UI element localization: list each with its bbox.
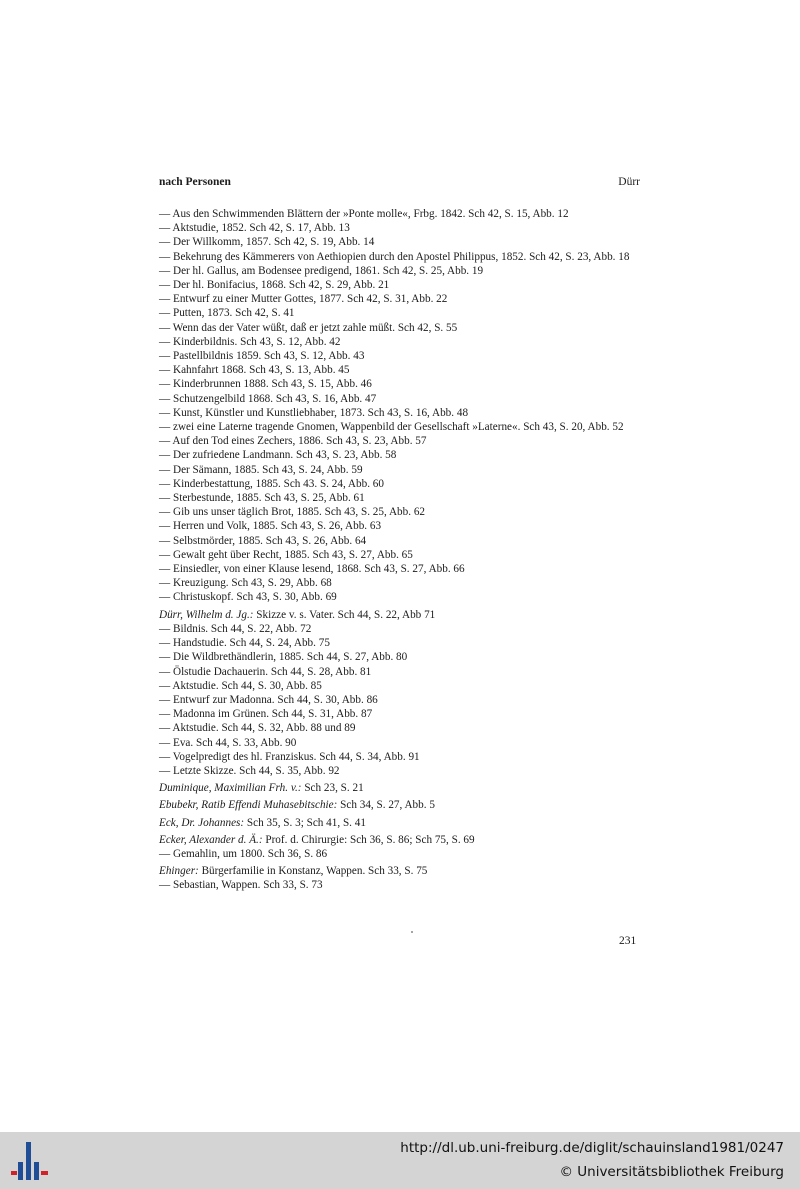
index-entry: [159, 491, 641, 505]
entry-text: — Sterbestunde, 1885. Sch 43, S. 25, Abb. 61: [159, 492, 365, 505]
index-entry: [159, 693, 641, 707]
index-entry: [159, 377, 641, 391]
index-entry: [159, 434, 641, 448]
index-entry: [159, 250, 641, 264]
index-entry: [159, 278, 641, 292]
index-entry: [159, 207, 641, 221]
entry-text: — Letzte Skizze. Sch 44, S. 35, Abb. 92: [159, 764, 340, 777]
entry-text: — Sebastian, Wappen. Sch 33, S. 73: [159, 879, 323, 892]
entry-text: — Handstudie. Sch 44, S. 24, Abb. 75: [159, 637, 330, 650]
index-entry-head: [159, 798, 641, 812]
entry-text: — Kahnfahrt 1868. Sch 43, S. 13, Abb. 45: [159, 364, 350, 377]
print-speck: [411, 931, 413, 933]
index-entry: [159, 235, 641, 249]
index-entry: [159, 264, 641, 278]
entry-text: — Gib uns unser täglich Brot, 1885. Sch 43, S. 25, Abb. 62: [159, 506, 426, 519]
index-entry: [159, 406, 641, 420]
index-entry: [159, 448, 641, 462]
entry-person-name: Ebubekr, Ratib Effendi Muhasebitschie:: [159, 799, 338, 812]
entry-text: — Einsiedler, von einer Klause lesend, 1868. Sch 43, S. 27, Abb. 66: [159, 563, 465, 576]
entry-text: Sch 35, S. 3; Sch 41, S. 41: [244, 816, 366, 829]
entry-text: — Der zufriedene Landmann. Sch 43, S. 23, Abb. 58: [159, 449, 397, 462]
index-entries: [159, 207, 641, 893]
entry-text: — Aktstudie. Sch 44, S. 32, Abb. 88 und 89: [159, 722, 356, 735]
index-entry-head: [159, 833, 641, 847]
entry-text: — Aktstudie, 1852. Sch 42, S. 17, Abb. 13: [159, 222, 350, 235]
entry-person-name: Eck, Dr. Johannes:: [159, 816, 245, 829]
running-head-section: nach Personen: [159, 176, 231, 188]
entry-text: — Kinderbestattung, 1885. Sch 43. S. 24, Abb. 60: [159, 477, 384, 490]
entry-text: — Gemahlin, um 1800. Sch 36, S. 86: [159, 847, 328, 860]
entry-text: Sch 23, S. 21: [301, 782, 364, 795]
index-entry: [159, 622, 641, 636]
index-entry-head: [159, 864, 641, 878]
entry-text: — Eva. Sch 44, S. 33, Abb. 90: [159, 736, 297, 749]
entry-text: — Herren und Volk, 1885. Sch 43, S. 26, Abb. 63: [159, 520, 382, 533]
entry-text: — Pastellbildnis 1859. Sch 43, S. 12, Abb. 43: [159, 350, 365, 363]
index-entry: [159, 576, 641, 590]
running-head-name: Dürr: [618, 176, 640, 188]
entry-text: — Wenn das der Vater wüßt, daß er jetzt zahle müßt. Sch 42, S. 55: [159, 321, 458, 334]
footer-bar: [0, 1132, 800, 1189]
index-entry: [159, 650, 641, 664]
entry-text: — Vogelpredigt des hl. Franziskus. Sch 44, S. 34, Abb. 91: [159, 750, 420, 763]
entry-text: — Ölstudie Dachauerin. Sch 44, S. 28, Abb. 81: [159, 665, 372, 678]
entry-person-name: Duminique, Maximilian Frh. v.:: [159, 782, 302, 795]
index-entry: [159, 306, 641, 320]
entry-text: — Schutzengelbild 1868. Sch 43, S. 16, Abb. 47: [159, 392, 377, 405]
index-entry: [159, 420, 641, 434]
entry-text: — Madonna im Grünen. Sch 44, S. 31, Abb. 87: [159, 708, 373, 721]
entry-text: — Der Willkomm, 1857. Sch 42, S. 19, Abb. 14: [159, 236, 375, 249]
entry-text: — Kinderbildnis. Sch 43, S. 12, Abb. 42: [159, 335, 341, 348]
index-entry: [159, 363, 641, 377]
index-entry: [159, 878, 641, 892]
entry-person-name: Dürr, Wilhelm d. Jg.:: [159, 608, 254, 621]
index-entry: [159, 477, 641, 491]
entry-text: — Selbstmörder, 1885. Sch 43, S. 26, Abb. 64: [159, 534, 367, 547]
index-entry: [159, 519, 641, 533]
entry-text: — zwei eine Laterne tragende Gnomen, Wappenbild der Gesellschaft »Laterne«. Sch 43, S. 20, Abb. 52: [159, 421, 624, 434]
entry-text: — Christuskopf. Sch 43, S. 30, Abb. 69: [159, 591, 337, 604]
index-entry: [159, 636, 641, 650]
entry-text: — Putten, 1873. Sch 42, S. 41: [159, 307, 295, 320]
entry-person-name: Ecker, Alexander d. Ä.:: [159, 833, 263, 846]
entry-text: Prof. d. Chirurgie: Sch 36, S. 86; Sch 75, S. 69: [262, 833, 475, 846]
entry-text: — Entwurf zur Madonna. Sch 44, S. 30, Abb. 86: [159, 693, 378, 706]
index-entry: [159, 321, 641, 335]
index-entry: [159, 707, 641, 721]
copyright-notice: © Universitätsbibliothek Freiburg: [559, 1164, 784, 1180]
index-entry: [159, 335, 641, 349]
index-entry: [159, 847, 641, 861]
entry-text: — Die Wildbrethändlerin, 1885. Sch 44, S. 27, Abb. 80: [159, 651, 408, 664]
index-entry: [159, 349, 641, 363]
entry-text: — Kreuzigung. Sch 43, S. 29, Abb. 68: [159, 577, 332, 590]
index-entry: [159, 736, 641, 750]
index-entry: [159, 764, 641, 778]
entry-text: — Aktstudie. Sch 44, S. 30, Abb. 85: [159, 679, 322, 692]
source-url-link[interactable]: http://dl.ub.uni-freiburg.de/diglit/schauinsland1981/0247: [400, 1140, 784, 1156]
index-entry: [159, 534, 641, 548]
index-entry-head: [159, 816, 641, 830]
entry-text: — Entwurf zu einer Mutter Gottes, 1877. Sch 42, S. 31, Abb. 22: [159, 293, 448, 306]
entry-text: — Aus den Schwimmenden Blättern der »Ponte molle«, Frbg. 1842. Sch 42, S. 15, Abb. 12: [159, 208, 569, 220]
index-entry-head: [159, 781, 641, 795]
index-entry: [159, 292, 641, 306]
index-entry: [159, 392, 641, 406]
index-entry: [159, 679, 641, 693]
index-entry: [159, 590, 641, 604]
entry-text: Skizze v. s. Vater. Sch 44, S. 22, Abb 71: [253, 608, 436, 621]
entry-text: Sch 34, S. 27, Abb. 5: [337, 799, 435, 812]
entry-text: — Kinderbrunnen 1888. Sch 43, S. 15, Abb. 46: [159, 378, 372, 391]
index-entry: [159, 548, 641, 562]
entry-text: — Bekehrung des Kämmerers von Aethiopien durch den Apostel Philippus, 1852. Sch 42, S. 23, Abb. 18: [159, 250, 630, 263]
entry-text: — Gewalt geht über Recht, 1885. Sch 43, S. 27, Abb. 65: [159, 548, 413, 561]
index-entry: [159, 463, 641, 477]
entry-text: — Der Sämann, 1885. Sch 43, S. 24, Abb. 59: [159, 463, 363, 476]
index-entry: [159, 562, 641, 576]
index-entry: [159, 665, 641, 679]
entry-text: — Der hl. Gallus, am Bodensee predigend, 1861. Sch 42, S. 25, Abb. 19: [159, 264, 484, 277]
index-entry: [159, 721, 641, 735]
index-entry: [159, 505, 641, 519]
ub-freiburg-logo-icon: [10, 1140, 50, 1182]
entry-text: — Kunst, Künstler und Kunstliebhaber, 1873. Sch 43, S. 16, Abb. 48: [159, 406, 469, 419]
entry-text: — Der hl. Bonifacius, 1868. Sch 42, S. 29, Abb. 21: [159, 279, 390, 292]
page-number: 231: [619, 935, 637, 947]
index-entry: [159, 750, 641, 764]
index-entry-head: [159, 608, 641, 622]
entry-text: Bürgerfamilie in Konstanz, Wappen. Sch 33, S. 75: [198, 865, 428, 878]
index-entry: [159, 221, 641, 235]
entry-text: — Bildnis. Sch 44, S. 22, Abb. 72: [159, 622, 312, 635]
entry-text: — Auf den Tod eines Zechers, 1886. Sch 43, S. 23, Abb. 57: [159, 435, 427, 448]
entry-person-name: Ehinger:: [159, 865, 199, 878]
